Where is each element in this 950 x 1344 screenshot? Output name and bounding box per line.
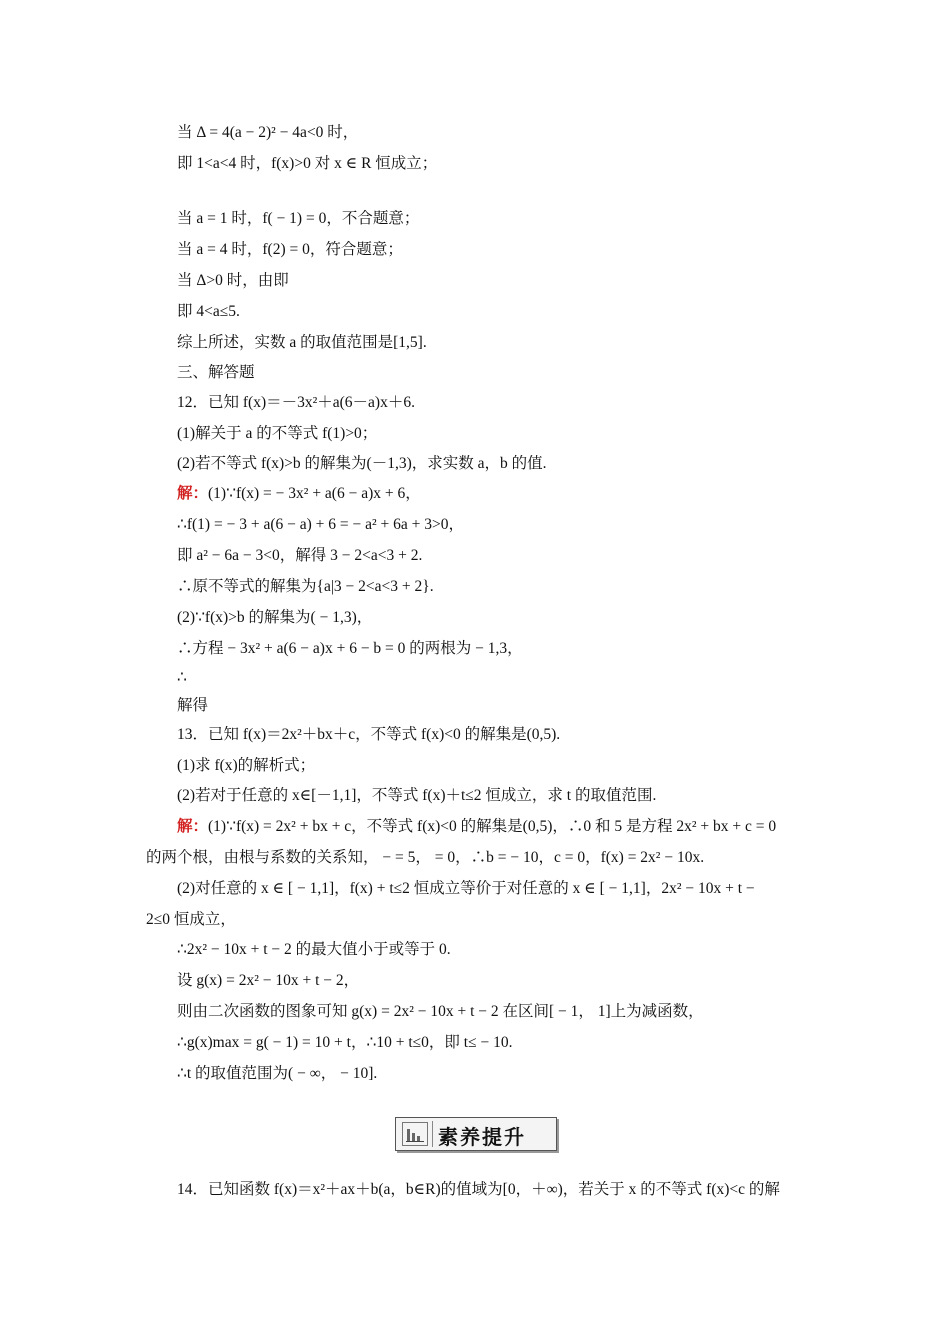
text-line (177, 725, 560, 745)
text-line (177, 302, 240, 322)
line-text: 三、解答题 (177, 364, 255, 381)
text-line (146, 910, 236, 930)
banner-divider (432, 1121, 433, 1147)
banner-title: 素养提升 (438, 1125, 526, 1149)
line-text: 当 Δ = 4(a − 2)² − 4a<0 时， (177, 124, 359, 141)
line-text: 即 1<a<4 时，f(x)>0 对 x ∈ R 恒成立； (177, 155, 438, 172)
text-line (177, 940, 451, 960)
text-line (177, 1033, 512, 1053)
text-line (177, 484, 421, 504)
text-line (177, 333, 427, 353)
line-text: 即 a² − 6a − 3<0，解得 3 − 2<a<3 + 2. (177, 547, 423, 564)
line-text: 则由二次函数的图象可知 g(x) = 2x² − 10x + t − 2 在区间[ − 1， 1]上为减函数， (177, 1003, 704, 1020)
line-text: 当 Δ>0 时，由即 (177, 272, 289, 289)
line-text: ∴g(x)max = g( − 1) = 10 + t，∴10 + t≤0，即 t≤ − 10. (177, 1034, 513, 1051)
line-text: 即 4<a≤5. (177, 303, 240, 320)
text-line (177, 209, 419, 229)
text-line (177, 154, 437, 174)
line-text: 12．已知 f(x)＝－3x²＋a(6－a)x＋6. (177, 394, 415, 411)
line-text: (2)若不等式 f(x)>b 的解集为(－1,3)，求实数 a，b 的值. (177, 455, 547, 472)
text-line (177, 123, 358, 143)
text-line (177, 786, 656, 806)
line-text: (2)若对于任意的 x∈[－1,1]，不等式 f(x)＋t≤2 恒成立，求 t 的取值范围. (177, 787, 657, 804)
text-line (177, 271, 289, 291)
line-text: (1)∵f(x) = 2x² + bx + c，不等式 f(x)<0 的解集是(0,5)，∴0 和 5 是方程 2x² + bx + c = 0 (208, 818, 777, 835)
text-line (177, 668, 187, 688)
line-text: ∴ (177, 669, 187, 686)
line-text: 2≤0 恒成立， (146, 911, 236, 928)
line-text: 解得 (177, 697, 209, 714)
line-text: ∴方程 − 3x² + a(6 − a)x + 6 − b = 0 的两根为 − 1,3， (177, 640, 523, 657)
text-line (177, 240, 403, 260)
solution-label: 解： (177, 818, 209, 835)
line-text: ∴f(1) = − 3 + a(6 − a) + 6 = − a² + 6a + 3>0， (177, 516, 464, 533)
text-line (177, 608, 372, 628)
text-line (177, 971, 359, 991)
line-text: 当 a = 1 时，f( − 1) = 0，不合题意； (177, 210, 420, 227)
text-line (177, 1180, 780, 1200)
text-line (177, 879, 755, 899)
text-line (177, 363, 255, 383)
line-text: 综上所述，实数 a 的取值范围是[1,5]. (177, 334, 427, 351)
text-line (177, 696, 208, 716)
text-line (146, 848, 704, 868)
text-line (177, 546, 422, 566)
line-text: (1)求 f(x)的解析式； (177, 757, 316, 774)
text-line (177, 1064, 377, 1084)
line-text: ∴原不等式的解集为{a|3 − 2<a<3 + 2}. (177, 578, 434, 595)
text-line (177, 454, 547, 474)
line-text: 的两个根，由根与系数的关系知， − = 5， = 0，∴b = − 10，c = 0，f(x) = 2x² − 10x. (146, 849, 705, 866)
text-line (177, 756, 315, 776)
text-line (177, 424, 377, 444)
line-text: 14．已知函数 f(x)＝x²＋ax＋b(a，b∈R)的值域为[0，＋∞)，若关于 x 的不等式 f(x)<c 的解 (177, 1181, 780, 1198)
line-text: 13．已知 f(x)＝2x²＋bx＋c，不等式 f(x)<0 的解集是(0,5). (177, 726, 561, 743)
chart-icon (402, 1122, 428, 1146)
text-line (177, 1002, 704, 1022)
solution-label: 解： (177, 485, 209, 502)
line-text: (2)对任意的 x ∈ [ − 1,1]，f(x) + t≤2 恒成立等价于对任意的 x ∈ [ − 1,1]，2x² − 10x + t − (177, 880, 755, 897)
line-text: (1)∵f(x) = − 3x² + a(6 − a)x + 6， (208, 485, 421, 502)
line-text: ∴t 的取值范围为( − ∞， − 10]. (177, 1065, 378, 1082)
text-line (177, 817, 776, 837)
text-line (177, 515, 464, 535)
text-line (177, 639, 523, 659)
section-banner (395, 1117, 557, 1151)
line-text: 当 a = 4 时，f(2) = 0，符合题意； (177, 241, 403, 258)
line-text: 设 g(x) = 2x² − 10x + t − 2， (177, 972, 360, 989)
text-line (177, 393, 415, 413)
line-text: ∴2x² − 10x + t − 2 的最大值小于或等于 0. (177, 941, 451, 958)
line-text: (2)∵f(x)>b 的解集为( − 1,3)， (177, 609, 373, 626)
line-text: (1)解关于 a 的不等式 f(1)>0； (177, 425, 378, 442)
text-line (177, 577, 434, 597)
